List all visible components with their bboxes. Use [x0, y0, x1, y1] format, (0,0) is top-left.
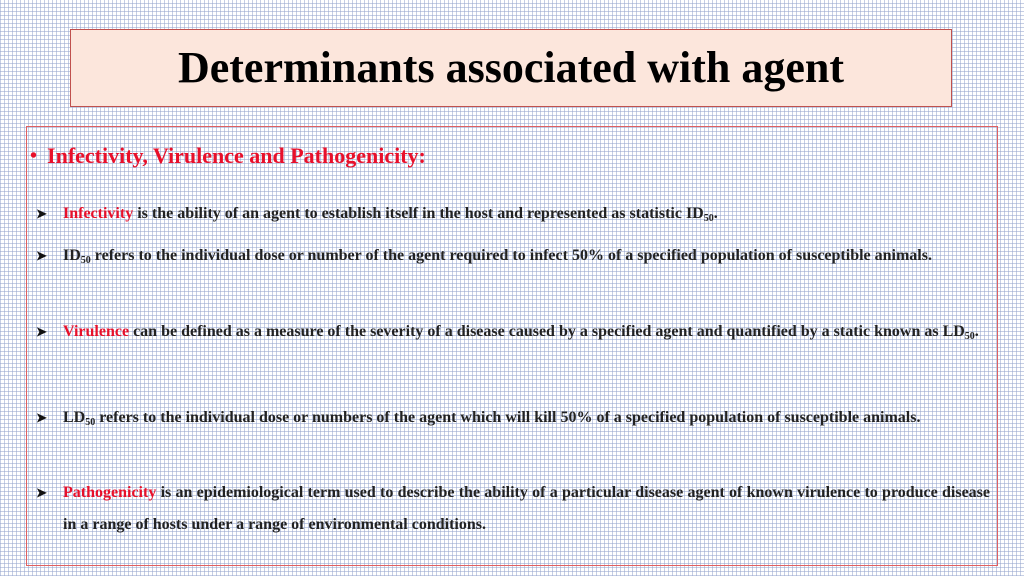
punctuation: .	[974, 323, 979, 340]
section-heading	[30, 141, 426, 171]
term-pathogenicity: Pathogenicity	[63, 484, 157, 501]
term-virulence: Virulence	[63, 323, 130, 340]
list-item-text	[63, 316, 990, 348]
definition-text: is the ability of an agent to establish itself in the host and represented as statistic ID	[133, 205, 704, 222]
term-ld50: LD	[63, 409, 86, 426]
list-item-virulence	[36, 316, 990, 348]
definition-text: refers to the individual dose or number of the agent required to infect 50% of a specified population of susceptible animals.	[90, 247, 932, 264]
punctuation: .	[713, 205, 718, 222]
definition-text: is an epidemiological term used to describe the ability of a particular disease agent of known virulence to produce disease in a range of hosts under a range of environmental conditions.	[63, 484, 990, 533]
subscript: 50	[703, 213, 714, 224]
subscript: 50	[85, 417, 96, 428]
list-item-id50	[36, 240, 990, 272]
section-heading-text: Infectivity, Virulence and Pathogenicity:	[47, 143, 426, 168]
definition-text: refers to the individual dose or numbers of the agent which will kill 50% of a specified population of susceptible animals.	[95, 409, 921, 426]
list-item-text	[63, 240, 990, 272]
list-item-ld50	[36, 402, 990, 434]
term-id50: ID	[63, 247, 81, 264]
title-box	[70, 29, 952, 107]
list-item-infectivity	[36, 198, 990, 230]
list-item-text	[63, 402, 990, 434]
list-item-pathogenicity	[36, 477, 990, 541]
term-infectivity: Infectivity	[63, 205, 134, 222]
arrow-bullet-icon: ➤	[36, 485, 47, 500]
list-item-text	[63, 198, 990, 230]
arrow-bullet-icon: ➤	[36, 324, 47, 339]
subscript: 50	[964, 331, 975, 342]
bullet-icon: •	[30, 145, 38, 167]
arrow-bullet-icon: ➤	[36, 206, 47, 221]
arrow-bullet-icon: ➤	[36, 410, 47, 425]
list-item-text	[63, 477, 990, 541]
arrow-bullet-icon: ➤	[36, 248, 47, 263]
definition-text: can be defined as a measure of the severity of a disease caused by a specified agent and quantified by a static known as LD	[129, 323, 965, 340]
slide-title: Determinants associated with agent	[177, 43, 845, 92]
subscript: 50	[80, 255, 91, 266]
